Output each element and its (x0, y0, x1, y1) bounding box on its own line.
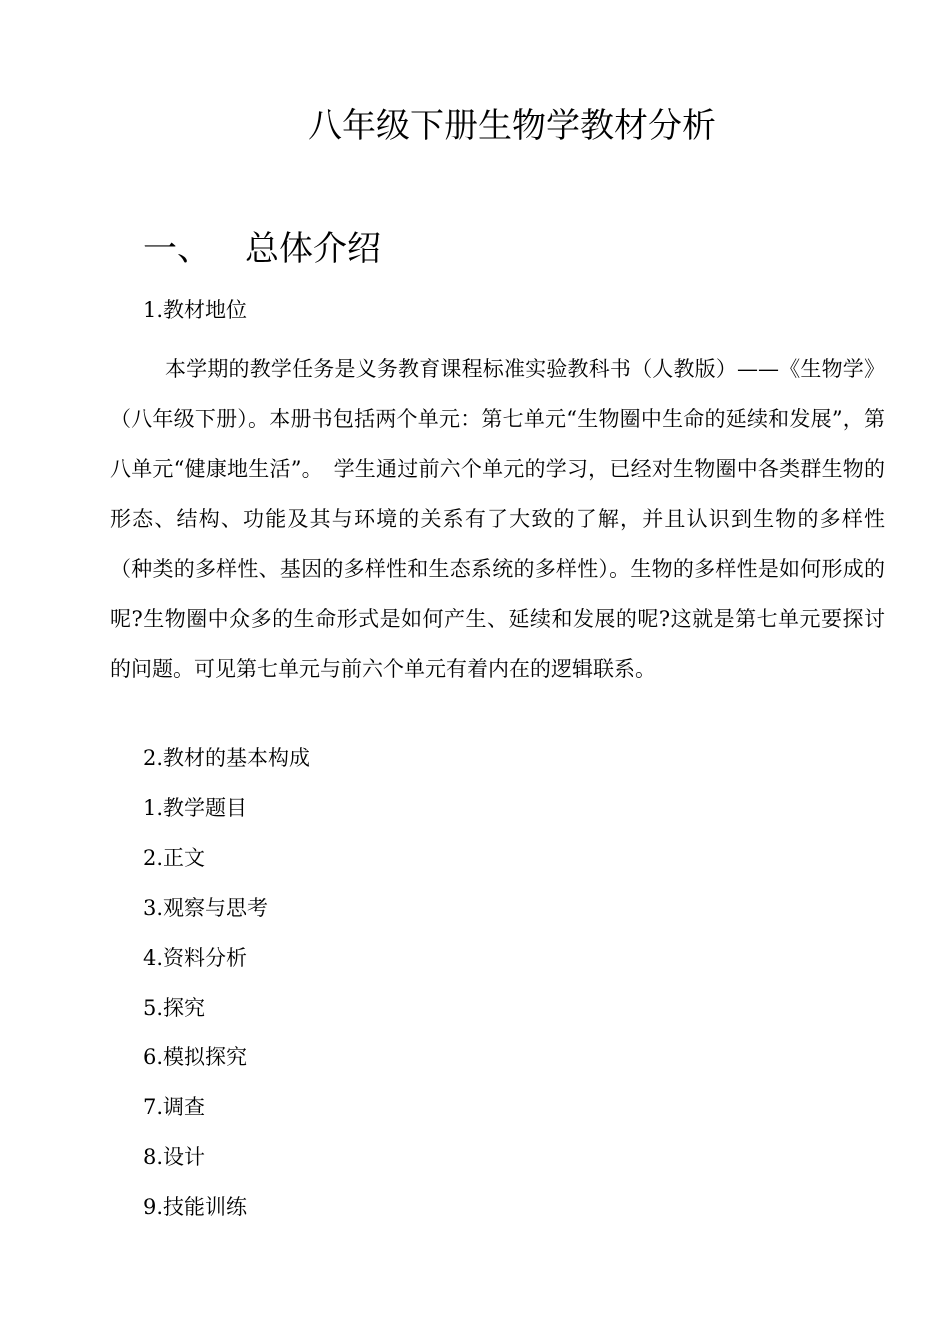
subheading-textbook-structure: 2.教材的基本构成 (143, 746, 311, 770)
body-paragraph: 本学期的教学任务是义务教育课程标准实验教科书（人教版）——《生物学》（八年级下册）。本册书包括两个单元：第七单元“生物圈中生命的延续和发展”，第八单元“健康地生活”。 学生通过前六个单元的学习，已经对生物圈中各类群生物的形态、结构、功能及其与环境的关系有了大致的了解，并且认识到生物的多样性（种类的多样性、基因的多样性和生态系统的多样性）。生物的多样性是如何形成的呢?生物圈中众多的生命形式是如何产生、延续和发展的呢?这就是第七单元要探讨的问题。可见第七单元与前六个单元有着内在的逻辑联系。 (110, 357, 885, 681)
subheading-textbook-position: 1.教材地位 (143, 298, 248, 322)
list-item: 3.观察与思考 (143, 896, 269, 920)
list-item: 6.模拟探究 (143, 1045, 248, 1069)
section-number: 一、 (143, 229, 211, 269)
list-item: 7.调查 (143, 1095, 206, 1119)
section-heading (143, 226, 381, 272)
section-title: 总体介绍 (245, 229, 381, 269)
list-item: 2.正文 (143, 846, 206, 870)
list-item: 4.资料分析 (143, 946, 248, 970)
list-item: 5.探究 (143, 996, 206, 1020)
list-item: 1.教学题目 (143, 796, 248, 820)
list-item: 8.设计 (143, 1145, 206, 1169)
document-title: 八年级下册生物学教材分析 (308, 106, 716, 146)
list-item: 9.技能训练 (143, 1195, 248, 1219)
